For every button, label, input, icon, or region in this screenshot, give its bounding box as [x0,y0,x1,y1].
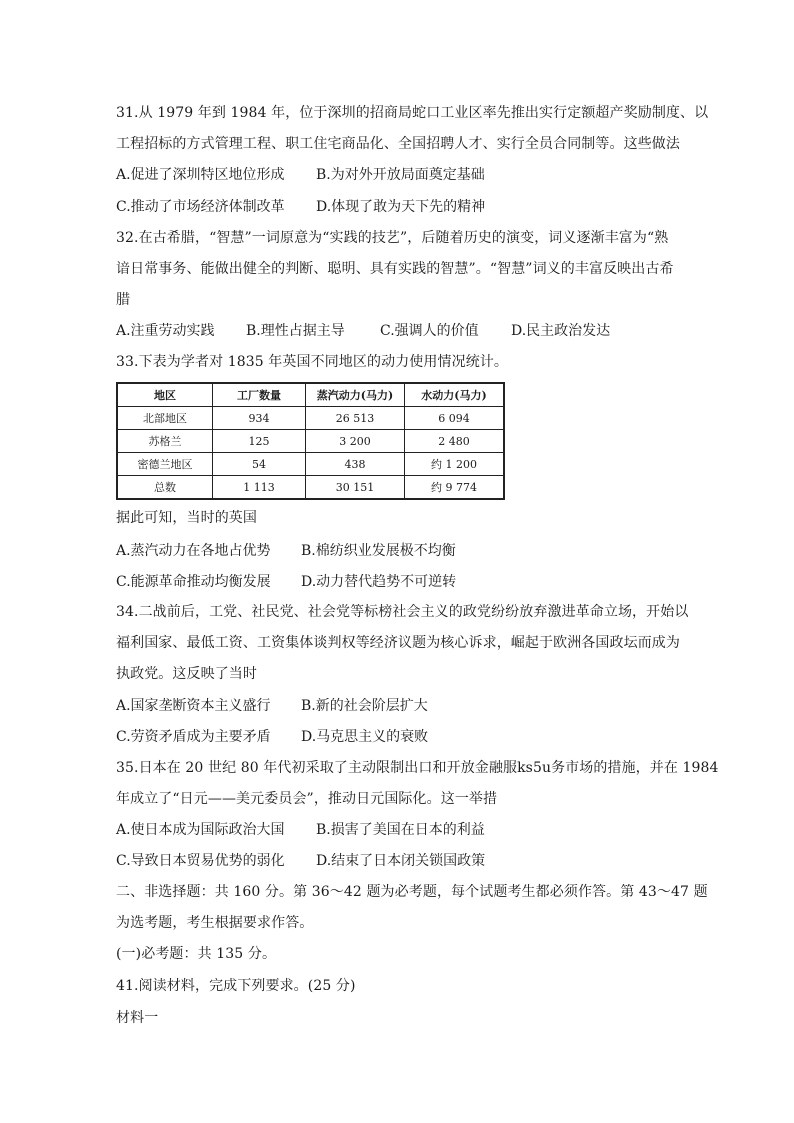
q32-option-d[interactable]: D.民主政治发达 [511,323,611,339]
table-cell: 6 094 [405,407,505,430]
table-cell: 2 480 [405,430,505,453]
q31-stem-line-1: 31.从 1979 年到 1984 年，位于深圳的招商局蛇口工业区率先推出实行定额超产奖励制度、以 [116,105,709,121]
q32-option-a[interactable]: A.注重劳动实践 [116,323,215,339]
q31-options-row-1 [116,165,686,185]
q33-option-a[interactable]: A.蒸汽动力在各地占优势 [116,543,271,559]
table-cell: 30 151 [306,476,405,500]
q41-material-label: 材料一 [116,1010,159,1026]
q32-options-row [116,321,686,341]
q35-options-row-1 [116,820,686,840]
table-cell: 密德兰地区 [117,453,213,476]
table-row [117,476,504,500]
table-header-row [117,383,504,407]
table-cell: 北部地区 [117,407,213,430]
q35-stem-line-1: 35.日本在 20 世纪 80 年代初采取了主动限制出口和开放金融服ks5u务市场的措施，并在 1984 [116,760,719,776]
q34-option-a[interactable]: A.国家垄断资本主义盛行 [116,698,271,714]
q34-stem-line-2: 福利国家、最低工资、工资集体谈判权等经济议题为核心诉求，崛起于欧洲各国政坛而成为 [116,635,680,651]
q35-option-b[interactable]: B.损害了美国在日本的利益 [316,822,485,838]
table-row [117,407,504,430]
table-cell: 苏格兰 [117,430,213,453]
section2-heading-line-1: 二、非选择题：共 160 分。第 36～42 题为必考题，每个试题考生都必须作答。第 43～47 题 [116,884,708,900]
q34-stem-line-1: 34.二战前后，工党、社民党、社会党等标榜社会主义的政党纷纷放弃激进革命立场，开始以 [116,604,689,620]
section2-heading-line-2: 为选考题，考生根据要求作答。 [116,915,314,931]
table-cell: 54 [213,453,306,476]
table-row [117,430,504,453]
table-cell: 约 1 200 [405,453,505,476]
q32-stem-line-3: 腊 [116,292,131,308]
section2-subheading: (一)必考题：共 135 分。 [116,946,277,962]
table-header-cell: 水动力(马力) [405,383,505,407]
q33-option-b[interactable]: B.棉纺织业发展极不均衡 [301,543,456,559]
table-cell: 934 [213,407,306,430]
q33-after-text: 据此可知，当时的英国 [116,510,257,526]
q34-option-d[interactable]: D.马克思主义的衰败 [301,729,429,745]
q35-options-row-2 [116,851,686,871]
q31-option-a[interactable]: A.促进了深圳特区地位形成 [116,167,285,183]
q31-option-b[interactable]: B.为对外开放局面奠定基础 [316,167,485,183]
q31-stem-line-2: 工程招标的方式管理工程、职工住宅商品化、全国招聘人才、实行全员合同制等。这些做法 [116,136,680,152]
q33-options-row-2 [116,572,686,592]
table-header-cell: 工厂数量 [213,383,306,407]
table-cell: 总数 [117,476,213,500]
q31-options-row-2 [116,197,686,217]
table-header-cell: 地区 [117,383,213,407]
q35-stem-line-2: 年成立了“日元——美元委员会”，推动日元国际化。这一举措 [116,791,498,807]
q41-stem: 41.阅读材料，完成下列要求。(25 分) [116,978,356,994]
table-cell: 3 200 [306,430,405,453]
q34-option-c[interactable]: C.劳资矛盾成为主要矛盾 [116,729,271,745]
q32-option-c[interactable]: C.强调人的价值 [380,323,479,339]
q32-stem-line-2: 谙日常事务、能做出健全的判断、聪明、具有实践的智慧”。“智慧”词义的丰富反映出古希 [116,261,674,277]
q34-options-row-1 [116,696,686,716]
table-cell: 125 [213,430,306,453]
q35-option-d[interactable]: D.结束了日本闭关锁国政策 [316,853,486,869]
q31-option-d[interactable]: D.体现了敢为天下先的精神 [316,199,486,215]
table-cell: 约 9 774 [405,476,505,500]
table-row [117,453,504,476]
q31-option-c[interactable]: C.推动了市场经济体制改革 [116,199,285,215]
q32-option-b[interactable]: B.理性占据主导 [246,323,345,339]
power-statistics-table [116,382,505,500]
table-cell: 438 [306,453,405,476]
q34-stem-line-3: 执政党。这反映了当时 [116,666,257,682]
table-header-cell: 蒸汽动力(马力) [306,383,405,407]
q34-option-b[interactable]: B.新的社会阶层扩大 [301,698,428,714]
q33-option-c[interactable]: C.能源革命推动均衡发展 [116,574,271,590]
q33-option-d[interactable]: D.动力替代趋势不可逆转 [301,574,457,590]
q33-stem: 33.下表为学者对 1835 年英国不同地区的动力使用情况统计。 [116,354,508,370]
table-cell: 26 513 [306,407,405,430]
q32-stem-line-1: 32.在古希腊，“智慧”一词原意为“实践的技艺”，后随着历史的演变，词义逐渐丰富为“熟 [116,230,669,246]
q35-option-a[interactable]: A.使日本成为国际政治大国 [116,822,285,838]
q34-options-row-2 [116,727,686,747]
q33-options-row-1 [116,541,686,561]
q35-option-c[interactable]: C.导致日本贸易优势的弱化 [116,853,285,869]
table-cell: 1 113 [213,476,306,500]
